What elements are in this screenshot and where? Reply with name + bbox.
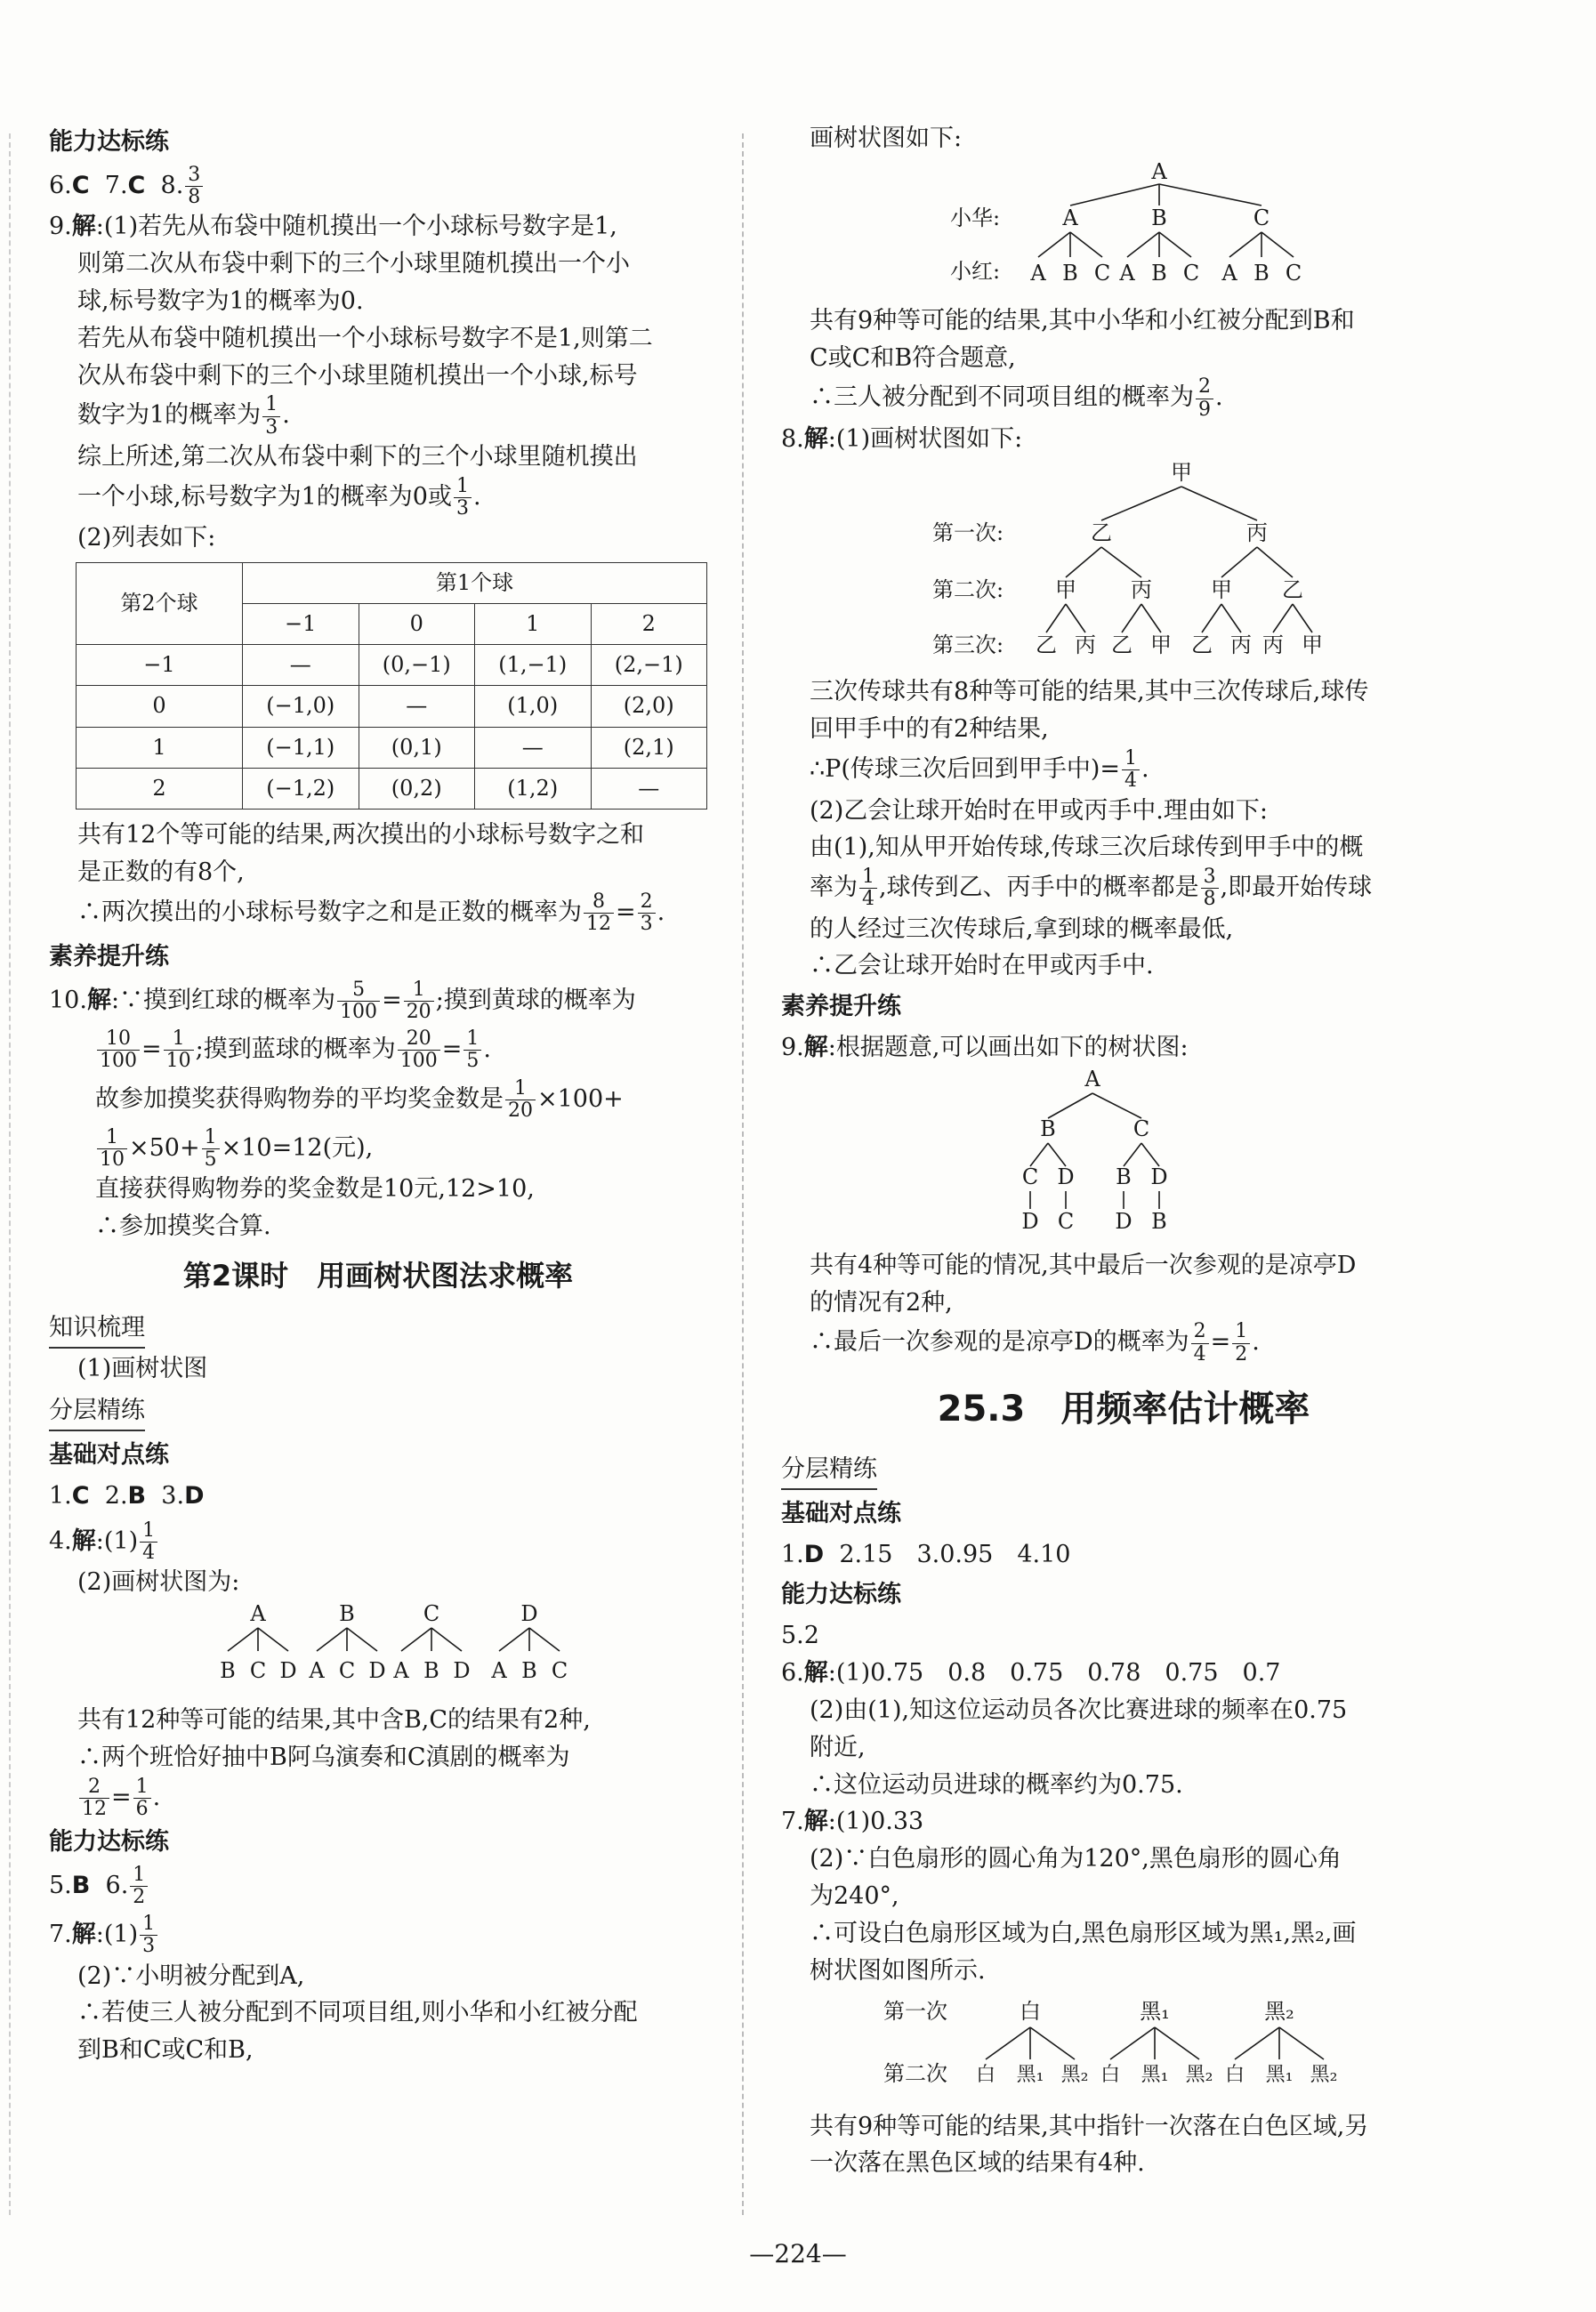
tree-node: 甲 bbox=[1211, 576, 1232, 602]
tree-node: 甲 bbox=[1171, 459, 1192, 485]
tree-node: A bbox=[250, 1601, 266, 1627]
tree-node: 甲 bbox=[1302, 632, 1323, 657]
right-column bbox=[781, 120, 1466, 2182]
q9-line: 则第二次从布袋中剩下的三个小球里随机摸出一个小 bbox=[77, 250, 630, 278]
tree-edge bbox=[1066, 604, 1085, 632]
tree-edge bbox=[1124, 1143, 1141, 1166]
tree-node: 白 bbox=[1020, 1998, 1041, 2024]
table-row: 0 (−1,0) — (1,0) (2,0) bbox=[77, 686, 707, 727]
tree-node: A bbox=[1221, 260, 1237, 286]
q7r-line: 共有9种等可能的结果,其中指针一次落在白色区域,另 bbox=[810, 2112, 1369, 2140]
tree-edge bbox=[258, 1628, 288, 1651]
tree-node: C bbox=[551, 1658, 568, 1684]
tree-node: 乙 bbox=[1091, 520, 1112, 545]
tree-edge bbox=[1257, 547, 1293, 577]
tree-node: C bbox=[423, 1601, 440, 1627]
tree-node: C bbox=[1021, 1164, 1039, 1189]
page-number: —224— bbox=[749, 2239, 847, 2268]
q7r-line: (2)∵白色扇形的圆心角为120°,黑色扇形的圆心角 bbox=[810, 1845, 1342, 1873]
answer-r-5: 5.2 bbox=[781, 1622, 819, 1650]
q6r-line: ∴这位运动员进球的概率约为0.75. bbox=[810, 1770, 1183, 1799]
q10-line: 10.解:∵摸到红球的概率为 $\frac{5}{100}$ = $\frac{1}{20}$ ;摸到黄球的概率为 bbox=[49, 978, 636, 1024]
q4-line: 4.解:(1) $\frac{1}{4}$ bbox=[49, 1520, 707, 1564]
probability-table bbox=[76, 562, 707, 810]
answers-5-6: 5.B 6. $\frac{1}{2}$ bbox=[49, 1865, 707, 1908]
q4-line: 共有12种等可能的结果,其中含B,C的结果有2种, bbox=[77, 1705, 591, 1734]
tree-edge bbox=[1293, 604, 1312, 632]
heading-jichu-r: 基础对点练 bbox=[781, 1499, 901, 1527]
q7r-line: 树状图如图所示. bbox=[810, 1956, 986, 1985]
tree-node: 丙 bbox=[1131, 576, 1152, 602]
q9-line: ∴两次摸出的小球标号数字之和是正数的概率为 $\frac{8}{12}$ = $\frac{2}{3}$ . bbox=[77, 890, 665, 935]
tree-edge bbox=[1110, 2027, 1155, 2059]
tree-diagram-q8 bbox=[781, 458, 1466, 663]
q9r-line: 9.解:根据题意,可以画出如下的树状图: bbox=[781, 1034, 1189, 1062]
tree-node: A bbox=[491, 1658, 507, 1684]
tree-node: 黑₂ bbox=[1060, 2063, 1089, 2086]
table-col-header: −1 bbox=[243, 604, 359, 645]
q7-line: (2)∵小明被分配到A, bbox=[77, 1962, 305, 1990]
tree-node: 甲 bbox=[1150, 632, 1172, 657]
tree-node: C bbox=[1253, 205, 1270, 230]
q9-line: (2)列表如下: bbox=[77, 524, 216, 552]
tree-node: D bbox=[1115, 1208, 1133, 1234]
tree-edge bbox=[1127, 232, 1159, 257]
tree-edge bbox=[228, 1628, 258, 1651]
tree-node: A bbox=[1119, 260, 1135, 286]
tree-edge bbox=[1221, 547, 1257, 577]
tree-node: 黑₁ bbox=[1141, 2063, 1169, 2086]
tree-level-label: 第二次 bbox=[883, 2060, 947, 2086]
fraction: $\frac{1}{3}$ bbox=[262, 394, 280, 438]
tree-node: 黑₂ bbox=[1310, 2063, 1338, 2086]
tree-node: 乙 bbox=[1282, 576, 1303, 602]
q7r-line: ∴可设白色扇形区域为白,黑色扇形区域为黑₁,黑₂,画 bbox=[810, 1919, 1357, 1947]
tree-level-label: 第二次: bbox=[932, 576, 1004, 602]
fraction: $\frac{1}{3}$ bbox=[454, 476, 472, 520]
tree-edge bbox=[1261, 232, 1294, 257]
tree-edge bbox=[1066, 547, 1101, 577]
tree-node: 丙 bbox=[1246, 520, 1268, 545]
section-title: 25.3 用频率估计概率 bbox=[937, 1388, 1310, 1430]
q10-line: $\frac{1}{10}$ ×50+ $\frac{1}{5}$ ×10=12(元), bbox=[49, 1127, 707, 1171]
heading-suyang: 素养提升练 bbox=[49, 943, 169, 971]
tree-node: A bbox=[309, 1658, 325, 1684]
tree-node: 丙 bbox=[1230, 632, 1252, 657]
tree-edge bbox=[1155, 2027, 1199, 2059]
q9-line: 综上所述,第二次从布袋中剩下的三个小球里随机摸出 bbox=[77, 442, 638, 471]
tree-node: B bbox=[1040, 1116, 1056, 1141]
tree-edge bbox=[1101, 547, 1141, 577]
tree-edge bbox=[1273, 604, 1293, 632]
q4-line: $\frac{2}{12}$ = $\frac{1}{6}$ . bbox=[49, 1776, 707, 1820]
tree-node: B bbox=[521, 1658, 537, 1684]
tree-edge bbox=[1101, 487, 1181, 520]
tree-node: D bbox=[1150, 1164, 1168, 1189]
q7-line: 画树状图如下: bbox=[810, 125, 963, 152]
q8-line: ∴乙会让球开始时在甲或丙手中. bbox=[810, 952, 1154, 980]
q6r-line: 6.解:(1)0.75 0.8 0.75 0.78 0.75 0.7 bbox=[781, 1659, 1281, 1688]
q7-line: 到B和C或C和B, bbox=[77, 2036, 254, 2065]
tree-node: D bbox=[1021, 1208, 1039, 1234]
heading-nengli: 能力达标练 bbox=[49, 128, 169, 156]
tree-edge bbox=[1159, 232, 1191, 257]
q9r-line: 共有4种等可能的情况,其中最后一次参观的是凉亭D bbox=[810, 1251, 1357, 1279]
q8-line: ∴P(传球三次后回到甲手中)= $\frac{1}{4}$ . bbox=[810, 747, 1149, 793]
q4-line: ∴两个班恰好抽中B阿乌演奏和C滇剧的概率为 bbox=[77, 1743, 570, 1771]
tree-diagram-q4 bbox=[49, 1601, 707, 1690]
tree-edge bbox=[1092, 1093, 1141, 1118]
tree-diagram-q7r bbox=[781, 1990, 1466, 2097]
tree-edge bbox=[1048, 1143, 1066, 1166]
q7r-line: 为240°, bbox=[810, 1882, 899, 1911]
tree-edge bbox=[401, 1628, 431, 1651]
tree-edge bbox=[1141, 1143, 1159, 1166]
tree-node: 白 bbox=[1224, 2063, 1245, 2086]
q9-line: 9.解:(1)若先从布袋中随机摸出一个小球标号数字是1, bbox=[49, 213, 617, 241]
table-row: −1 — (0,−1) (1,−1) (2,−1) bbox=[77, 645, 707, 686]
tree-node: 白 bbox=[1100, 2063, 1121, 2086]
tree-edge bbox=[1070, 232, 1102, 257]
tree-node: C bbox=[338, 1658, 356, 1684]
q10-line: 直接获得购物券的奖金数是10元,12>10, bbox=[95, 1175, 535, 1204]
tree-level-label: 小华: bbox=[950, 205, 1001, 230]
q8-line: 率为 $\frac{1}{4}$ ,球传到乙、丙手中的概率都是 $\frac{3}{8}$ ,即最开始传球 bbox=[810, 866, 1373, 911]
q8-line: (2)乙会让球开始时在甲或丙手中.理由如下: bbox=[810, 796, 1268, 825]
tree-node: B bbox=[423, 1658, 439, 1684]
q9r-line: ∴最后一次参观的是凉亭D的概率为 $\frac{2}{4}$ = $\frac{1}{2}$ . bbox=[810, 1320, 1260, 1365]
left-margin-rule bbox=[9, 133, 11, 2215]
tree-node: B bbox=[1151, 260, 1167, 286]
heading-fenceng-r: 分层精练 bbox=[781, 1451, 877, 1490]
tree-edge bbox=[1122, 604, 1141, 632]
q7-line: 共有9种等可能的结果,其中小华和小红被分配到B和 bbox=[810, 306, 1355, 334]
q8-line: 三次传球共有8种等可能的结果,其中三次传球后,球传 bbox=[810, 678, 1369, 706]
tree-node: 丙 bbox=[1075, 632, 1096, 657]
q10-line: ∴参加摸奖合算. bbox=[95, 1212, 271, 1241]
q9r-line: 的情况有2种, bbox=[810, 1288, 953, 1317]
q6r-line: (2)由(1),知这位运动员各次比赛进球的频率在0.75 bbox=[810, 1696, 1348, 1724]
tree-level-label: 第一次: bbox=[932, 520, 1004, 545]
tree-edge bbox=[1221, 604, 1241, 632]
tree-edge bbox=[986, 2027, 1030, 2059]
table-header: 第1个球 bbox=[243, 562, 707, 603]
tree-level-label: 第三次: bbox=[932, 632, 1004, 657]
q9-line: 次从布袋中剩下的三个小球里随机摸出一个小球,标号 bbox=[77, 361, 638, 390]
table-col-header: 2 bbox=[591, 604, 707, 645]
tree-edge bbox=[1141, 604, 1161, 632]
q9-line: 是正数的有8个, bbox=[77, 858, 245, 886]
fraction: $\frac{3}{8}$ bbox=[185, 165, 203, 208]
tree-node: C bbox=[1093, 260, 1111, 286]
tree-node: D bbox=[520, 1601, 538, 1627]
q4-line: (2)画树状图为: bbox=[77, 1568, 240, 1597]
tree-node: D bbox=[368, 1658, 386, 1684]
tree-edge bbox=[1030, 1143, 1048, 1166]
tree-node: 甲 bbox=[1055, 576, 1076, 602]
q9-line: 球,标号数字为1的概率为0. bbox=[77, 286, 364, 315]
column-divider bbox=[742, 133, 745, 2215]
tree-edge bbox=[347, 1628, 377, 1651]
tree-edge bbox=[1202, 604, 1221, 632]
heading-nengli-2: 能力达标练 bbox=[49, 1828, 169, 1857]
tree-node: B bbox=[339, 1601, 355, 1627]
q9-line: 若先从布袋中随机摸出一个小球标号数字不是1,则第二 bbox=[77, 324, 653, 352]
tree-node: 黑₁ bbox=[1140, 1998, 1170, 2024]
heading-nengli-r: 能力达标练 bbox=[781, 1581, 901, 1609]
tree-node: C bbox=[1182, 260, 1200, 286]
heading-suyang-2: 素养提升练 bbox=[781, 993, 901, 1021]
tree-node: D bbox=[279, 1658, 297, 1684]
q8-line: 由(1),知从甲开始传球,传球三次后球传到甲手中的概 bbox=[810, 834, 1364, 862]
tree-node: A bbox=[1151, 158, 1167, 184]
tree-node: C bbox=[1057, 1208, 1075, 1234]
tree-node: 白 bbox=[975, 2063, 996, 2086]
q7-line: 7.解:(1) $\frac{1}{3}$ bbox=[49, 1913, 707, 1957]
heading-zhishi: 知识梳理 bbox=[49, 1309, 145, 1349]
left-column bbox=[49, 120, 707, 2069]
q8-line: 的人经过三次传球后,拿到球的概率最低, bbox=[810, 914, 1234, 943]
table-row: 2 (−1,2) (0,2) (1,2) — bbox=[77, 768, 707, 809]
tree-edge bbox=[1279, 2027, 1324, 2059]
heading-jichu: 基础对点练 bbox=[49, 1441, 169, 1470]
answers-6-8: 6.C 7.C 8. $\frac{3}{8}$ bbox=[49, 165, 707, 208]
tree-edge bbox=[1046, 604, 1066, 632]
tree-node: B bbox=[1151, 1208, 1167, 1234]
tree-node: 乙 bbox=[1191, 632, 1213, 657]
q7r-line: 7.解:(1)0.33 bbox=[781, 1808, 924, 1836]
tree-diagram-q7 bbox=[781, 157, 1466, 291]
table-row: 1 (−1,1) (0,1) — (2,1) bbox=[77, 727, 707, 768]
tree-edge bbox=[1070, 184, 1159, 205]
tree-edge bbox=[1030, 2027, 1075, 2059]
tree-node: A bbox=[1030, 260, 1046, 286]
tree-node: 乙 bbox=[1111, 632, 1133, 657]
q9-line: 一个小球,标号数字为1的概率为0或 $\frac{1}{3}$ . bbox=[77, 474, 481, 520]
q10-line: $\frac{10}{100}$ = $\frac{1}{10}$ ;摸到蓝球的概率为 $\frac{20}{100}$ = $\frac{1}{5}$ . bbox=[49, 1028, 707, 1072]
q10-line: 故参加摸奖获得购物券的平均奖金数是 $\frac{1}{20}$ ×100+ bbox=[95, 1076, 624, 1122]
tree-level-label: 第一次 bbox=[883, 1998, 947, 2024]
knowledge-item: (1)画树状图 bbox=[77, 1354, 208, 1382]
q9-line: 数字为1的概率为 $\frac{1}{3}$ . bbox=[77, 393, 290, 439]
tree-node: 黑₁ bbox=[1016, 2063, 1044, 2086]
heading-fenceng: 分层精练 bbox=[49, 1392, 145, 1431]
tree-node: A bbox=[1062, 205, 1078, 230]
q7r-line: 一次落在黑色区域的结果有4种. bbox=[810, 2149, 1145, 2178]
tree-edge bbox=[1048, 1093, 1092, 1118]
tree-node: A bbox=[1084, 1066, 1100, 1092]
tree-edge bbox=[529, 1628, 560, 1651]
tree-node: 黑₁ bbox=[1265, 2063, 1294, 2086]
tree-edge bbox=[499, 1628, 529, 1651]
tree-edge bbox=[1159, 184, 1261, 205]
tree-level-label: 小红: bbox=[950, 258, 1001, 284]
tree-edge bbox=[1235, 2027, 1279, 2059]
tree-node: 黑₂ bbox=[1264, 1998, 1294, 2024]
tree-node: B bbox=[1151, 205, 1167, 230]
tree-node: B bbox=[1116, 1164, 1132, 1189]
tree-node: A bbox=[393, 1658, 409, 1684]
q6r-line: 附近, bbox=[810, 1733, 866, 1761]
q7-line: ∴若使三人被分配到不同项目组,则小华和小红被分配 bbox=[77, 1999, 638, 2027]
q9-line: 共有12个等可能的结果,两次摸出的小球标号数字之和 bbox=[77, 821, 644, 849]
tree-edge bbox=[317, 1628, 347, 1651]
q8-line: 回甲手中的有2种结果, bbox=[810, 715, 1049, 744]
table-corner: 第2个球 bbox=[77, 562, 243, 644]
q7-line: ∴三人被分配到不同项目组的概率为 $\frac{2}{9}$ . bbox=[810, 375, 1223, 421]
tree-node: B bbox=[220, 1658, 236, 1684]
tree-node: D bbox=[1057, 1164, 1075, 1189]
answers-1-3: 1.C 2.B 3.D bbox=[49, 1482, 205, 1510]
tree-node: D bbox=[453, 1658, 471, 1684]
tree-node: 乙 bbox=[1036, 632, 1057, 657]
tree-diagram-q9 bbox=[781, 1067, 1466, 1236]
table-col-header: 1 bbox=[475, 604, 592, 645]
tree-edge bbox=[431, 1628, 462, 1651]
tree-node: B bbox=[1062, 260, 1078, 286]
tree-node: 丙 bbox=[1262, 632, 1284, 657]
tree-edge bbox=[1181, 487, 1257, 520]
lesson-title: 第2课时 用画树状图法求概率 bbox=[182, 1259, 574, 1293]
q8-line: 8.解:(1)画树状图如下: bbox=[781, 424, 1023, 453]
tree-edge bbox=[1229, 232, 1261, 257]
tree-node: B bbox=[1253, 260, 1270, 286]
tree-node: 黑₂ bbox=[1185, 2063, 1213, 2086]
tree-node: C bbox=[1133, 1116, 1150, 1141]
answers-r-1-4: 1.D 2.15 3.0.95 4.10 bbox=[781, 1540, 1071, 1568]
q7-line: C或C和B符合题意, bbox=[810, 343, 1016, 372]
table-col-header: 0 bbox=[359, 604, 475, 645]
tree-node: C bbox=[249, 1658, 267, 1684]
tree-edge bbox=[1038, 232, 1070, 257]
tree-node: C bbox=[1285, 260, 1302, 286]
